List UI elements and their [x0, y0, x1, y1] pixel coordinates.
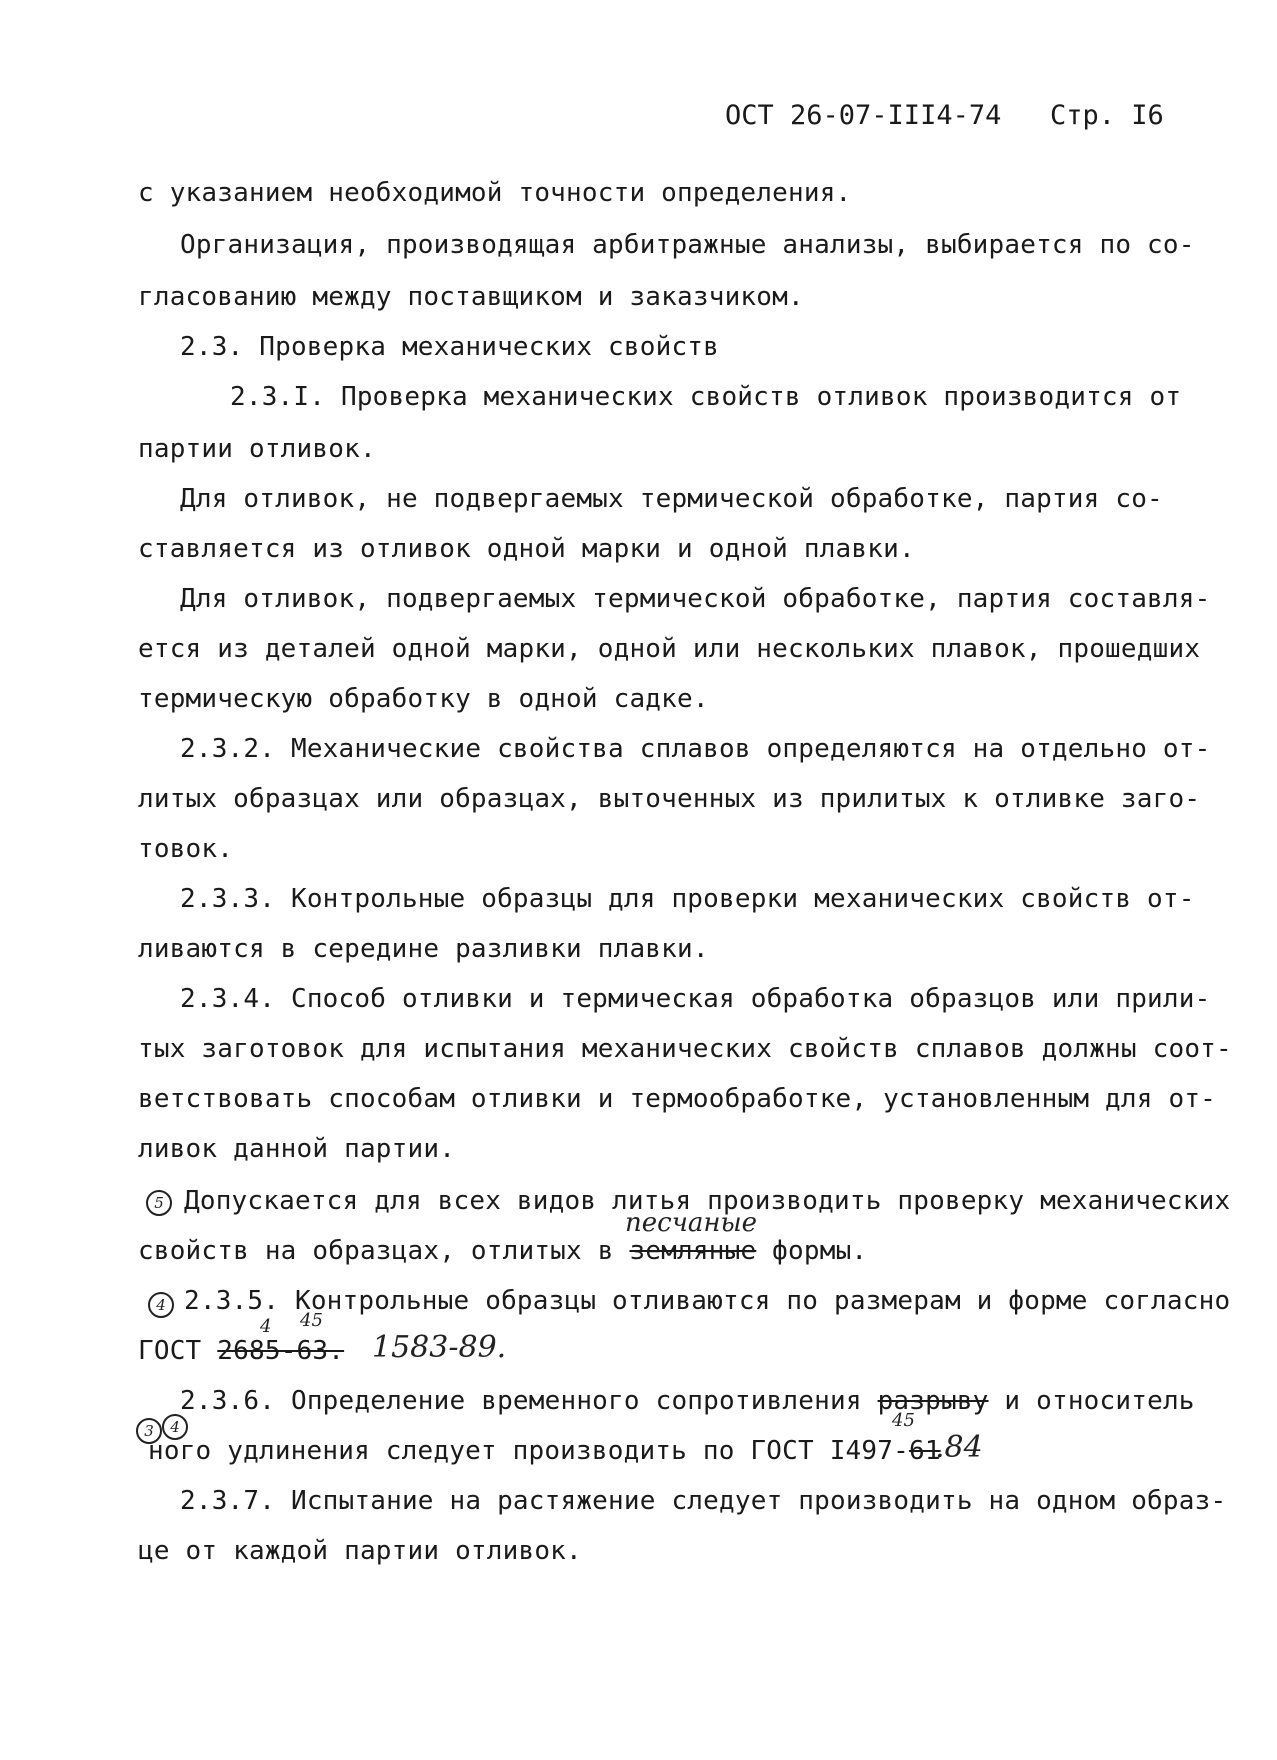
handwritten-correction: песчаные — [625, 1208, 758, 1238]
text-line: 2.3.I. Проверка механических свойств отливок производится от — [230, 382, 1182, 412]
text-line: гласованию между поставщиком и заказчиком. — [138, 282, 804, 312]
document-code: ОСТ 26-07-III4-74 — [725, 100, 1002, 131]
text-line: 2.3.2. Механические свойства сплавов определяются на отдельно от- — [180, 734, 1211, 764]
text-line: ветствовать способам отливки и термообработке, установленным для от- — [138, 1084, 1217, 1114]
text-line: партии отливок. — [138, 434, 376, 464]
text-line: Организация, производящая арбитражные анализы, выбирается по со- — [180, 230, 1195, 260]
text-line: ставляется из отливок одной марки и одной плавки. — [138, 534, 915, 564]
text-line: ливок данной партии. — [138, 1134, 456, 1164]
text-line: це от каждой партии отливок. — [138, 1536, 582, 1566]
struck-text: 2685-63. — [217, 1336, 345, 1366]
text-line: ется из деталей одной марки, одной или нескольких плавок, прошедших — [138, 634, 1201, 664]
text-line: литых образцах или образцах, выточенных из прилитых к отливке заго- — [138, 784, 1201, 814]
text-line: свойств на образцах, отлитых в земляные формы. — [138, 1236, 868, 1266]
handwritten-small-mark: 4 — [260, 1316, 272, 1337]
text-line: 2.3.6. Определение временного сопротивления разрыву и относитель — [180, 1386, 1195, 1416]
text-line: Для отливок, не подвергаемых термической обработке, партия со- — [180, 484, 1163, 514]
text-line: 2.3.3. Контрольные образцы для проверки механических свойств от- — [180, 884, 1195, 914]
section-heading: 2.3. Проверка механических свойств — [180, 332, 720, 362]
handwritten-correction: 1583-89. — [372, 1330, 507, 1365]
text-line: ного удлинения следует производить по ГОСТ I497-61 — [148, 1436, 941, 1466]
text-line: 2.3.4. Способ отливки и термическая обработка образцов или прили- — [180, 984, 1211, 1014]
struck-text: земляные — [629, 1236, 757, 1266]
text-line: 2.3.5. Контрольные образцы отливаются по размерам и форме согласно — [184, 1286, 1231, 1316]
text-line: 2.3.7. Испытание на растяжение следует производить на одном образ- — [180, 1486, 1227, 1516]
struck-text: разрыву — [877, 1386, 989, 1416]
handwritten-correction: .84 — [935, 1430, 983, 1465]
handwritten-superscript: 45 — [892, 1410, 915, 1431]
revision-mark-circle: 4 — [162, 1414, 188, 1440]
revision-mark-circle: 4 — [148, 1292, 174, 1318]
struck-text: 61 — [908, 1436, 941, 1466]
text-line: Допускается для всех видов литья производить проверку механических — [184, 1186, 1231, 1216]
text-line: товок. — [138, 834, 234, 864]
text-line: ливаются в середине разливки плавки. — [138, 934, 709, 964]
handwritten-superscript: 45 — [300, 1310, 323, 1331]
revision-mark-circle: 3 — [136, 1418, 162, 1444]
text-line: с указанием необходимой точности определения. — [138, 178, 852, 208]
revision-mark-circle: 5 — [146, 1190, 172, 1216]
text-line: тых заготовок для испытания механических свойств сплавов должны соот- — [138, 1034, 1232, 1064]
text-line: Для отливок, подвергаемых термической обработке, партия составля- — [180, 584, 1211, 614]
page-number: Стр. I6 — [1050, 100, 1164, 131]
text-line: ГОСТ 2685-63. — [138, 1336, 345, 1366]
text-line: термическую обработку в одной садке. — [138, 684, 709, 714]
